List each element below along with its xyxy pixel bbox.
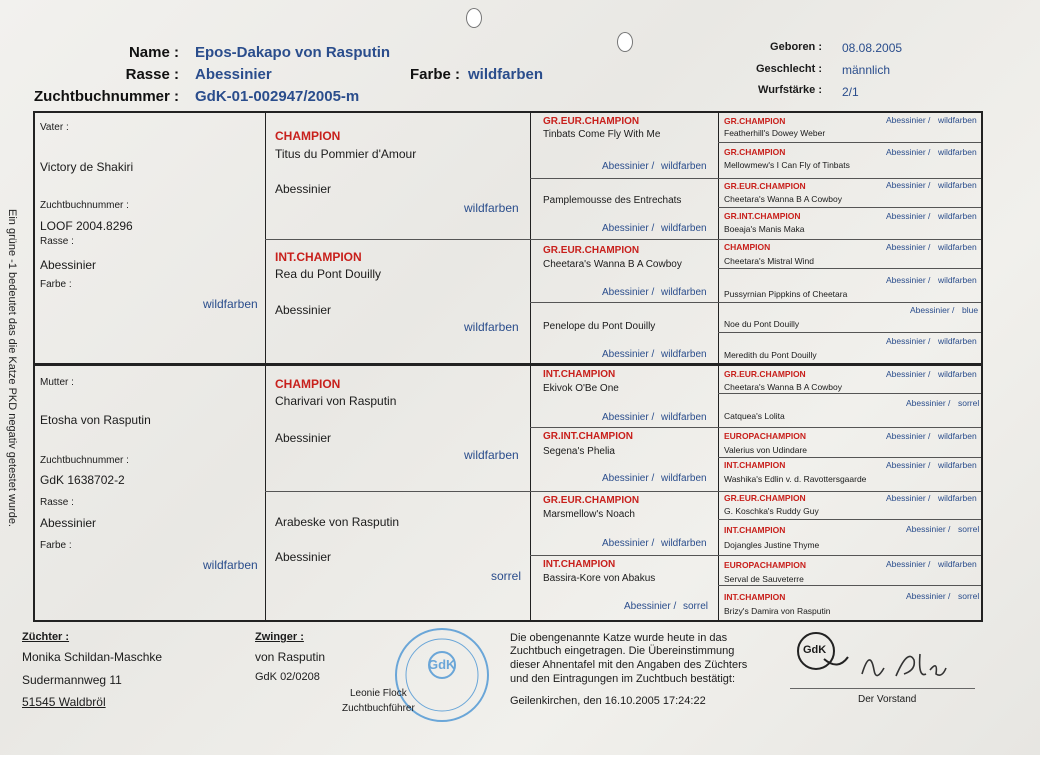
grandparent-color: wildfarben [464,448,519,462]
cert-line: dieser Ahnentafel mit den Angaben des Züchters [510,659,748,671]
gg-grandparent-breed: Abessinier / [886,242,931,252]
great-grandparent-color: sorrel [683,601,709,612]
mother-role: Mutter : [40,377,74,388]
name-value: Epos-Dakapo von Rasputin [195,44,391,61]
great-grandparent-title: GR.EUR.CHAMPION [543,116,640,127]
gg-grandparent-name: Brizy's Damira von Rasputin [724,606,831,616]
color-value: wildfarben [468,66,544,83]
gg-grandparent-name: Dojangles Justine Thyme [724,540,820,550]
signature-icon [856,640,948,690]
litter-label: Wurfstärke : [758,84,822,96]
gg-grandparent-breed: Abessinier / [886,431,931,441]
gg-grandparent-breed: Abessinier / [910,305,955,315]
gg-grandparent-title: CHAMPION [724,242,771,252]
registrar-title: Zuchtbuchführer [342,703,415,714]
gg-grandparent-breed: Abessinier / [886,369,931,379]
board-label: Der Vorstand [858,694,917,705]
gg-grandparent-title: GR.EUR.CHAMPION [724,181,806,191]
gg-grandparent-name: Cheetara's Wanna B A Cowboy [724,194,843,204]
gg-grandparent-name: Cheetara's Mistral Wind [724,256,814,266]
grandparent-breed: Abessinier [275,431,332,445]
gg-grandparent-name: Cheetara's Wanna B A Cowboy [724,382,843,392]
grandparent-name: Titus du Pommier d'Amour [275,147,417,161]
great-grandparent-color: wildfarben [661,223,707,234]
gg-grandparent-color: sorrel [958,591,980,601]
gg-grandparent-name: G. Koschka's Ruddy Guy [724,506,819,516]
side-note [4,188,20,548]
great-grandparent-color: wildfarben [661,161,707,172]
great-grandparent-color: wildfarben [661,473,707,484]
great-grandparent-breed: Abessinier / [602,538,655,549]
grandparent-title: CHAMPION [275,129,341,143]
grandparent-title: INT.CHAMPION [275,250,362,264]
club-logo [794,629,850,675]
gg-grandparent-color: wildfarben [938,115,977,125]
sex-label: Geschlecht : [755,63,822,75]
gg-grandparent-color: sorrel [958,524,980,534]
gg-grandparent-name: Mellowmew's I Can Fly of Tinbats [724,160,850,170]
great-grandparent-breed: Abessinier / [624,601,677,612]
great-grandparent-breed: Abessinier / [602,349,655,360]
great-grandparent-name: Marsmellow's Noach [543,509,635,520]
gg-grandparent-name: Washika's Edlin v. d. Ravottersgaarde [724,474,867,484]
father-breed: Abessinier [40,258,97,272]
great-grandparent-breed: Abessinier / [602,287,655,298]
gg-grandparent-color: wildfarben [938,180,977,190]
father-color: wildfarben [203,297,258,311]
gg-grandparent-name: Serval de Sauveterre [724,574,804,584]
litter-value: 2/1 [842,85,859,99]
grandparent-color: sorrel [491,569,522,583]
mother-breed-label: Rasse : [40,497,74,508]
breeder-city: 51545 Waldbröl [22,695,106,709]
cattery-name: von Rasputin [255,650,326,664]
grandparent-title: CHAMPION [275,377,341,391]
gg-grandparent-name: Meredith du Pont Douilly [724,350,817,360]
born-label: Geboren : [770,41,822,53]
registrar-name: Leonie Flock [350,688,407,699]
grandparent-breed: Abessinier [275,182,332,196]
gg-grandparent-breed: Abessinier / [906,524,951,534]
gg-grandparent-title: GR.INT.CHAMPION [724,211,801,221]
father-role: Vater : [40,122,69,133]
father-name: Victory de Shakiri [40,160,134,174]
gg-grandparent-color: wildfarben [938,559,977,569]
gg-grandparent-breed: Abessinier / [906,591,951,601]
gg-grandparent-title: GR.EUR.CHAMPION [724,493,806,503]
gg-grandparent-title: GR.CHAMPION [724,147,786,157]
grandparent-name: Rea du Pont Douilly [275,267,382,281]
cert-line: Die obengenannte Katze wurde heute in das [510,632,728,644]
gg-grandparent-name: Catquea's Lolita [724,411,785,421]
punch-hole [617,32,633,52]
gg-grandparent-name: Featherhill's Dowey Weber [724,128,826,138]
punch-hole [466,8,482,28]
gg-grandparent-color: wildfarben [938,460,977,470]
mother-color-label: Farbe : [40,540,72,551]
great-grandparent-color: wildfarben [661,349,707,360]
father-breed-label: Rasse : [40,236,74,247]
stamp-icon [378,625,506,737]
gg-grandparent-color: wildfarben [938,369,977,379]
gg-grandparent-name: Noe du Pont Douilly [724,319,800,329]
gg-grandparent-color: wildfarben [938,336,977,346]
stamp-text: GdK [428,657,456,672]
gg-grandparent-breed: Abessinier / [886,147,931,157]
great-grandparent-name: Ekivok O'Be One [543,383,619,394]
gg-grandparent-breed: Abessinier / [886,180,931,190]
gg-grandparent-breed: Abessinier / [886,275,931,285]
gg-grandparent-name: Pussyrnian Pippkins of Cheetara [724,289,848,299]
great-grandparent-breed: Abessinier / [602,223,655,234]
gg-grandparent-breed: Abessinier / [906,398,951,408]
great-grandparent-color: wildfarben [661,412,707,423]
gg-grandparent-title: GR.EUR.CHAMPION [724,369,806,379]
grandparent-name: Charivari von Rasputin [275,394,397,408]
grandparent-color: wildfarben [464,201,519,215]
logo-text: GdK [803,644,827,656]
great-grandparent-name: Penelope du Pont Douilly [543,321,656,332]
great-grandparent-title: GR.EUR.CHAMPION [543,495,640,506]
great-grandparent-name: Pamplemousse des Entrechats [543,195,682,206]
gg-grandparent-title: EUROPACHAMPION [724,560,807,570]
gg-grandparent-name: Valerius von Udindare [724,445,807,455]
born-value: 08.08.2005 [842,41,903,55]
gg-grandparent-color: wildfarben [938,242,977,252]
mother-reg: GdK 1638702-2 [40,473,125,487]
great-grandparent-title: INT.CHAMPION [543,369,616,380]
great-grandparent-breed: Abessinier / [602,473,655,484]
grandparent-color: wildfarben [464,320,519,334]
breeder-street: Sudermannweg 11 [22,673,122,687]
great-grandparent-title: INT.CHAMPION [543,559,616,570]
great-grandparent-name: Tinbats Come Fly With Me [543,129,661,140]
gg-grandparent-color: sorrel [958,398,980,408]
mother-breed: Abessinier [40,516,97,530]
sex-value: männlich [842,63,891,77]
cert-line: und den Eintragungen im Zuchtbuch bestätigt: [510,673,736,685]
club-stamp [378,625,506,737]
cattery-label: Zwinger : [255,631,304,643]
great-grandparent-color: wildfarben [661,287,707,298]
cattery-code: GdK 02/0208 [255,671,320,683]
great-grandparent-name: Cheetara's Wanna B A Cowboy [543,259,682,270]
gg-grandparent-title: GR.CHAMPION [724,116,786,126]
gg-grandparent-color: wildfarben [938,431,977,441]
gg-grandparent-color: wildfarben [938,211,977,221]
gg-grandparent-breed: Abessinier / [886,559,931,569]
gg-grandparent-title: INT.CHAMPION [724,525,786,535]
great-grandparent-title: GR.INT.CHAMPION [543,431,633,442]
reg-value: GdK-01-002947/2005-m [195,88,360,105]
mother-reg-label: Zuchtbuchnummer : [40,455,129,466]
gg-grandparent-color: wildfarben [938,275,977,285]
gg-grandparent-breed: Abessinier / [886,211,931,221]
cert-line: Zuchtbuch eingetragen. Die Übereinstimmung [510,645,735,657]
gg-grandparent-breed: Abessinier / [886,115,931,125]
great-grandparent-color: wildfarben [661,538,707,549]
color-label: Farbe : [410,66,461,83]
great-grandparent-breed: Abessinier / [602,412,655,423]
father-color-label: Farbe : [40,279,72,290]
gg-grandparent-title: INT.CHAMPION [724,592,786,602]
grandparent-breed: Abessinier [275,303,332,317]
breed-label: Rasse : [125,66,179,83]
grandparent-name: Arabeske von Rasputin [275,515,400,529]
father-reg-label: Zuchtbuchnummer : [40,200,129,211]
mother-name: Etosha von Rasputin [40,413,151,427]
breed-value: Abessinier [195,66,272,83]
gg-grandparent-name: Boeaja's Manis Maka [724,224,805,234]
breeder-label: Züchter : [22,631,70,643]
cert-date: Geilenkirchen, den 16.10.2005 17:24:22 [510,695,706,707]
gg-grandparent-breed: Abessinier / [886,336,931,346]
gg-grandparent-color: wildfarben [938,147,977,157]
father-reg: LOOF 2004.8296 [40,219,133,233]
gg-grandparent-color: blue [962,305,979,315]
great-grandparent-name: Bassira-Kore von Abakus [543,573,656,584]
name-label: Name : [128,44,179,61]
grandparent-breed: Abessinier [275,550,332,564]
side-note-text: Ein grüne -1 bedeutet das die Katze PKD negativ getestet wurde. [6,209,18,527]
great-grandparent-breed: Abessinier / [602,161,655,172]
gg-grandparent-breed: Abessinier / [886,460,931,470]
mother-color: wildfarben [203,558,258,572]
gg-grandparent-breed: Abessinier / [886,493,931,503]
reg-label: Zuchtbuchnummer : [34,88,179,105]
gg-grandparent-title: INT.CHAMPION [724,460,786,470]
gg-grandparent-color: wildfarben [938,493,977,503]
gg-grandparent-title: EUROPACHAMPION [724,431,807,441]
breeder-name: Monika Schildan-Maschke [22,650,163,664]
great-grandparent-name: Segena's Phelia [543,446,615,457]
great-grandparent-title: GR.EUR.CHAMPION [543,245,640,256]
